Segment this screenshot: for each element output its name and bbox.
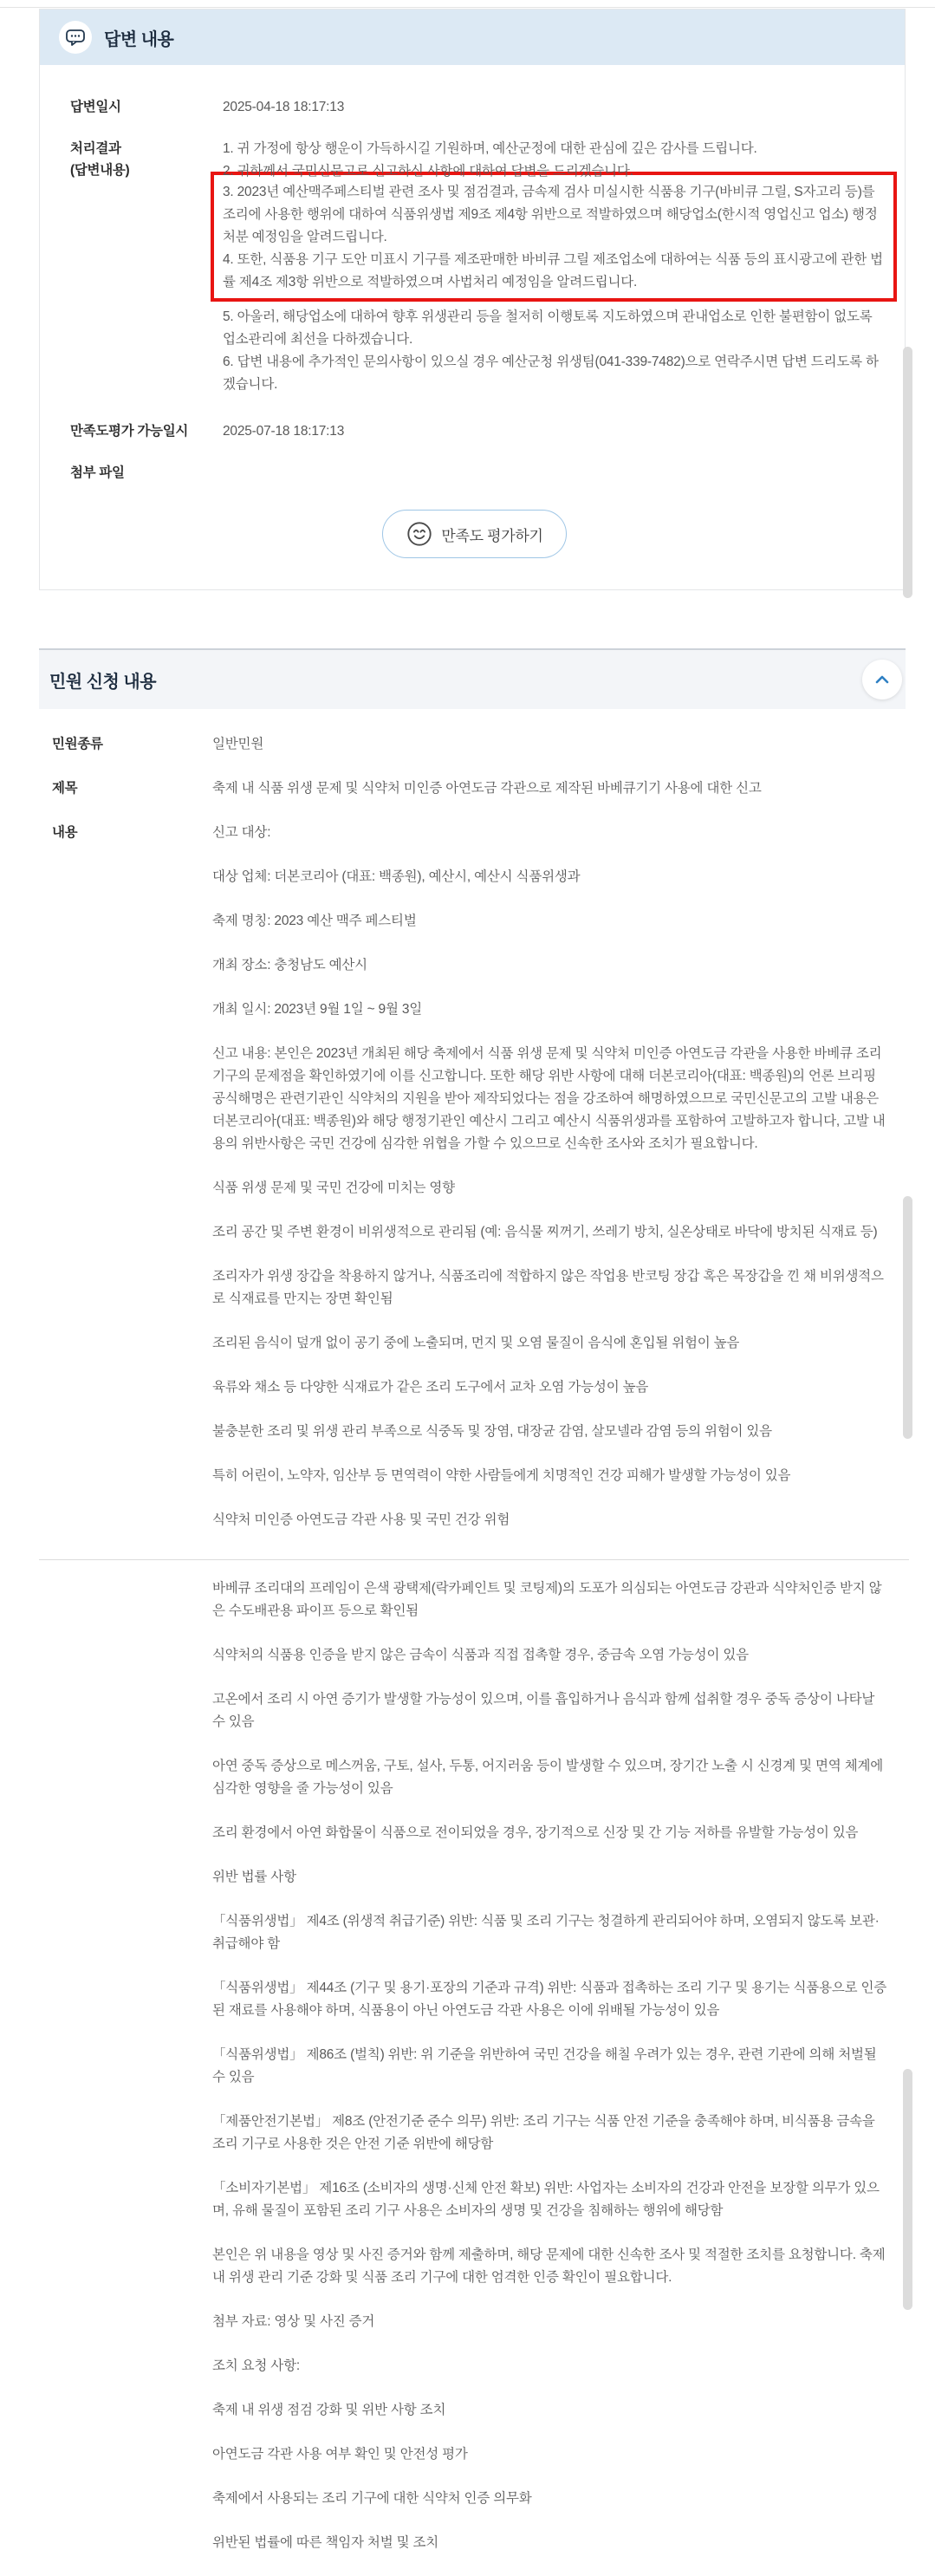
- content-paragraph: 아연도금 각관 사용 여부 확인 및 안전성 평가: [212, 2447, 468, 2462]
- attachment-value: [223, 462, 879, 484]
- satisfaction-datetime-label: 만족도평가 가능일시: [70, 424, 189, 439]
- answer-card-title: 답변 내용: [104, 29, 174, 49]
- content-paragraph: 위반된 법률에 따른 책임자 처벌 및 조치: [212, 2535, 439, 2550]
- reply-datetime-row: [70, 96, 879, 119]
- content-paragraph: 「소비자기본법」 제16조 (소비자의 생명·신체 안전 확보) 위반: 사업자는 소비자의 건강과 안전을 보장할 의무가 있으며, 유해 물질이 포함된 조리 기구 사용은 소비자의 생명 및 건강을 침해하는 행위에 해당함: [212, 2181, 880, 2218]
- answer-paragraph: 1. 귀 가정에 항상 행운이 가득하시길 기원하며, 예산군정에 대한 관심에 깊은 감사를 드립니다.: [223, 141, 757, 156]
- request-section-header: [39, 648, 906, 709]
- content-paragraph: 개최 장소: 충청남도 예산시: [212, 958, 367, 973]
- content-paragraph: 「제품안전기본법」 제8조 (안전기준 준수 의무) 위반: 조리 기구는 식품 안전 기준을 충족해야 하며, 비식품용 금속을 조리 기구로 사용한 것은 안전 기준 위반에 해당함: [212, 2114, 875, 2151]
- content-row: [52, 822, 888, 2576]
- content-paragraph: 축제에서 사용되는 조리 기구에 대한 식약처 인증 의무화: [212, 2491, 532, 2506]
- answer-paragraph-highlighted: 4. 또한, 식품용 기구 도안 미표시 기구를 제조판매한 바비큐 그릴 제조업소에 대하여는 식품 등의 표시광고에 관한 법률 제4조 제3항 위반으로 적발하였으며 사법처리 예정임을 알려드립니다.: [223, 252, 883, 289]
- answer-card-body: [40, 65, 905, 589]
- result-label-line1: 처리결과: [70, 141, 121, 156]
- content-paragraph: 조리된 음식이 덮개 없이 공기 중에 노출되며, 먼지 및 오염 물질이 음식에 혼입될 위험이 높음: [212, 1336, 740, 1350]
- answer-paragraph: 5. 아울러, 해당업소에 대하여 향후 위생관리 등을 철저히 이행토록 지도하였으며 관내업소로 인한 불편함이 없도록 업소관리에 최선을 다하겠습니다.: [223, 309, 873, 347]
- speech-bubble-icon: [59, 21, 92, 54]
- content-paragraph: 위반 법률 사항: [212, 1870, 296, 1884]
- content-paragraph: 「식품위생법」 제4조 (위생적 취급기준) 위반: 식품 및 조리 기구는 청결하게 관리되어야 하며, 오염되지 않도록 보관·취급해야 함: [212, 1914, 880, 1951]
- subject-label: 제목: [52, 781, 78, 796]
- scrollbar-thumb[interactable]: [903, 347, 912, 598]
- content-paragraph: 불충분한 조리 및 위생 관리 부족으로 식중독 및 장염, 대장균 감염, 살모넬라 감염 등의 위험이 있음: [212, 1424, 772, 1439]
- content-paragraph: 「식품위생법」 제86조 (벌칙) 위반: 위 기준을 위반하여 국민 건강을 해칠 우려가 있는 경우, 관련 기관에 의해 처벌될 수 있음: [212, 2047, 877, 2085]
- content-paragraph: 식약처 미인증 아연도금 각관 사용 및 국민 건강 위험: [212, 1512, 510, 1527]
- screenshot-seam-line: [0, 7, 935, 8]
- chevron-up-icon: [874, 674, 890, 685]
- result-label: [70, 138, 223, 396]
- request-section-title: 민원 신청 내용: [49, 672, 157, 692]
- content-paragraph: 신고 내용: 본인은 2023년 개최된 해당 축제에서 식품 위생 문제 및 식약처 미인증 아연도금 각관을 사용한 바베큐 조리 기구의 문제점을 확인하였기에 이를 신고합니다. 또한 해당 위반 사항에 대해 더본코리아(대표: 백종원)의 언론 브리핑 공식해명은 관련기관인 식약처의 지원을 받아 제작되었다는 점을 강조하여 해명하였으므로 국민신문고의 고발 내용은 더본코리아(대표: 백종원)와 해당 행정기관인 예산시 그리고 예산시 식품위생과를 포함하여 고발하고자 합니다, 고발 내용의 위반사항은 국민 건강에 심각한 위협을 가할 수 있으므로 신속한 조사와 조치가 필요합니다.: [212, 1046, 886, 1151]
- reply-datetime-label: 답변일시: [70, 100, 121, 114]
- content-paragraph: 축제 내 위생 점검 강화 및 위반 사항 조치: [212, 2403, 446, 2417]
- subject-value: 축제 내 식품 위생 문제 및 식약처 미인증 아연도금 각관으로 제작된 바베큐기기 사용에 대한 신고: [212, 781, 762, 796]
- complaint-type-row: [52, 733, 888, 756]
- satisfaction-datetime-value: 2025-07-18 18:17:13: [223, 424, 345, 439]
- result-row: [70, 138, 883, 396]
- content-paragraph: 본인은 위 내용을 영상 및 사진 증거와 함께 제출하며, 해당 문제에 대한 신속한 조사 및 적절한 조치를 요청합니다. 축제 내 위생 관리 기준 강화 및 식품 조리 기구에 대한 엄격한 인증 확인이 필요합니다.: [212, 2247, 886, 2285]
- satisfaction-button-label: 만족도 평가하기: [441, 527, 543, 544]
- satisfaction-rate-button[interactable]: [382, 510, 566, 558]
- subject-row: [52, 777, 888, 800]
- satisfaction-button-wrap: [70, 510, 879, 558]
- answer-card: [39, 9, 906, 590]
- collapse-section-button[interactable]: [862, 660, 902, 699]
- attachment-row: [70, 462, 879, 484]
- reply-datetime-value: 2025-04-18 18:17:13: [223, 100, 345, 114]
- result-content: [223, 138, 883, 396]
- content-paragraph: 조치 요청 사항:: [212, 2358, 300, 2373]
- attachment-label: 첨부 파일: [70, 465, 125, 480]
- scrollbar-thumb[interactable]: [903, 2069, 912, 2310]
- content-paragraph: 고온에서 조리 시 아연 증기가 발생할 가능성이 있으며, 이를 흡입하거나 음식과 함께 섭취할 경우 중독 증상이 나타날 수 있음: [212, 1692, 875, 1729]
- content-paragraph: 조리 환경에서 아연 화합물이 식품으로 전이되었을 경우, 장기적으로 신장 및 간 기능 저하를 유발할 가능성이 있음: [212, 1825, 859, 1840]
- content-label: 내용: [52, 825, 78, 840]
- content-paragraph: 대상 업체: 더본코리아 (대표: 백종원), 예산시, 예산시 식품위생과: [212, 869, 581, 884]
- smiley-icon: [406, 520, 433, 548]
- complaint-type-value: 일반민원: [212, 737, 264, 751]
- content-paragraph: 첨부 자료: 영상 및 사진 증거: [212, 2314, 375, 2329]
- screenshot-stitch-divider: [39, 1559, 909, 1560]
- content-paragraph: 축제 명칭: 2023 예산 맥주 페스티벌: [212, 914, 417, 928]
- satisfaction-datetime-row: [70, 420, 879, 443]
- result-label-line2: (답변내용): [70, 163, 130, 178]
- answer-card-header: [40, 10, 905, 65]
- complaint-type-label: 민원종류: [52, 737, 103, 751]
- content-paragraph: 식약처의 식품용 인증을 받지 않은 금속이 식품과 직접 접촉할 경우, 중금속 오염 가능성이 있음: [212, 1648, 749, 1662]
- content-paragraph: 조리자가 위생 장갑을 착용하지 않거나, 식품조리에 적합하지 않은 작업용 반코팅 장갑 혹은 목장갑을 낀 채 비위생적으로 식재료를 만지는 장면 확인됨: [212, 1269, 884, 1306]
- answer-paragraph: 6. 답변 내용에 추가적인 문의사항이 있으실 경우 예산군청 위생팀(041-339-7482)으로 연락주시면 답변 드리도록 하겠습니다.: [223, 355, 879, 392]
- content-paragraph: 아연 중독 증상으로 메스꺼움, 구토, 설사, 두통, 어지러움 등이 발생할 수 있으며, 장기간 노출 시 신경계 및 면역 체계에 심각한 영향을 줄 가능성이 있음: [212, 1759, 884, 1796]
- content-paragraph: 특히 어린이, 노약자, 임산부 등 면역력이 약한 사람들에게 치명적인 건강 피해가 발생할 가능성이 있음: [212, 1468, 791, 1483]
- content-paragraph: 식품 위생 문제 및 국민 건강에 미치는 영향: [212, 1181, 455, 1195]
- request-section: [39, 648, 906, 2576]
- answer-paragraph: 2. 귀하께서 국민신문고로 신고하신 사항에 대하여 답변을 드리겠습니다.: [223, 164, 633, 179]
- content-paragraph: 육류와 채소 등 다양한 식재료가 같은 조리 도구에서 교차 오염 가능성이 높음: [212, 1380, 649, 1395]
- highlight-red-box: [211, 172, 897, 302]
- scrollbar-thumb[interactable]: [903, 1196, 912, 1439]
- content-paragraph: 신고 대상:: [212, 825, 271, 840]
- content-paragraph: 바베큐 조리대의 프레임이 은색 광택제(락카페인트 및 코팅제)의 도포가 의심되는 아연도금 강관과 식약처인증 받지 않은 수도배관용 파이프 등으로 확인됨: [212, 1581, 882, 1618]
- content-value: [212, 822, 888, 2576]
- content-paragraph: 개최 일시: 2023년 9월 1일 ~ 9월 3일: [212, 1002, 423, 1017]
- answer-paragraph-highlighted: 3. 2023년 예산맥주페스티벌 관련 조사 및 점검결과, 금속제 검사 미실시한 식품용 기구(바비큐 그릴, S자고리 등)를 조리에 사용한 행위에 대하여 식품위생법 제9조 제4항 위반으로 적발하였으며 해당업소(한시적 영업신고 업소) 행정처분 예정임을 알려드립니다.: [223, 185, 878, 244]
- content-paragraph: 「식품위생법」 제44조 (기구 및 용기·포장의 기준과 규격) 위반: 식품과 접촉하는 조리 기구 및 용기는 식품용으로 인증된 재료를 사용해야 하며, 식품용이 아닌 아연도금 각관 사용은 이에 위배될 가능성이 있음: [212, 1981, 887, 2018]
- request-section-body: [39, 709, 906, 2576]
- content-paragraph: 조리 공간 및 주변 환경이 비위생적으로 관리됨 (예: 음식물 찌꺼기, 쓰레기 방치, 실온상태로 바닥에 방치된 식재료 등): [212, 1225, 878, 1239]
